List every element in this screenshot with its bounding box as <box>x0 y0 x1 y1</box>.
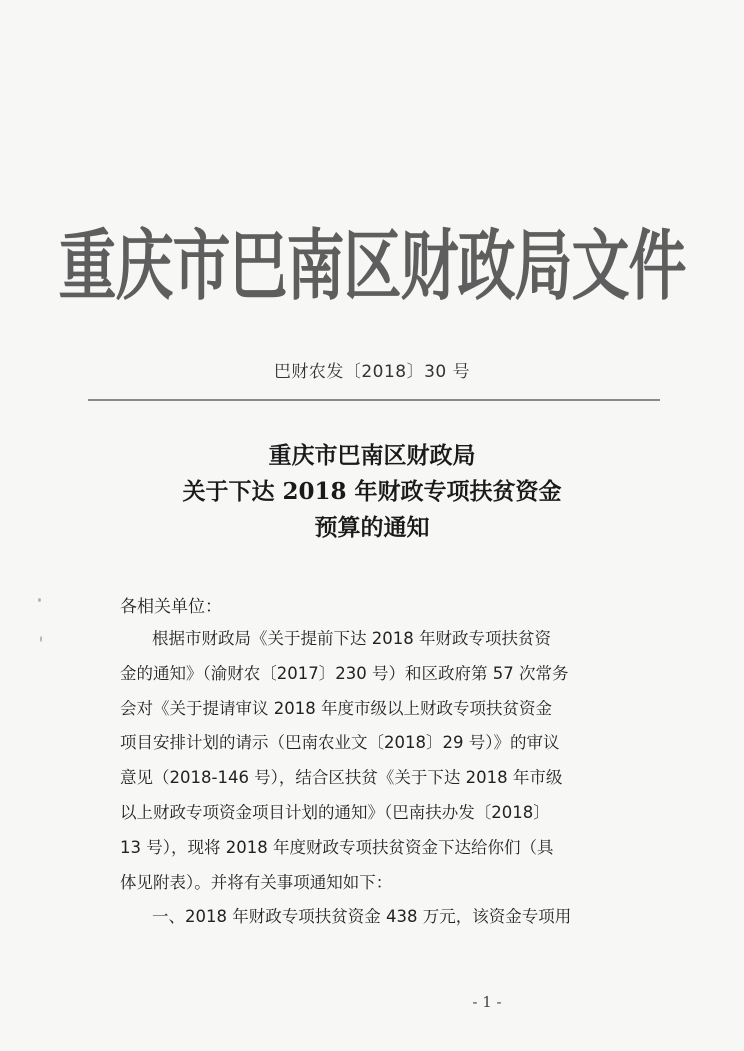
body-line: 13 号），现将 2018 年度财政专项扶贫资金下达给你们（具 <box>120 837 554 857</box>
document-number: 巴财农发〔2018〕30 号 <box>273 362 471 382</box>
scan-speck <box>38 598 41 602</box>
body-line: 项目安排计划的请示（巴南农业文〔2018〕29 号）》的审议 <box>120 733 560 753</box>
notice-title <box>0 438 744 546</box>
agency-document-header: 重庆市巴南区财政局文件 <box>58 221 686 312</box>
header-divider <box>88 399 660 401</box>
scan-speck <box>40 636 42 642</box>
body-line: 意见（2018-146 号），结合区扶贫《关于下达 2018 年市级 <box>120 768 563 788</box>
body-text <box>120 622 640 935</box>
body-line: 一、2018 年财政专项扶贫资金 438 万元，该资金专项用 <box>152 907 572 927</box>
title-line: 预算的通知 <box>314 514 430 541</box>
salutation: 各相关单位： <box>120 597 222 617</box>
title-line: 关于下达 2018 年财政专项扶贫资金 <box>182 478 562 505</box>
title-line: 重庆市巴南区财政局 <box>268 442 476 469</box>
body-line: 会对《关于提请审议 2018 年度市级以上财政专项扶贫资金 <box>120 698 552 718</box>
body-line: 体见附表）。并将有关事项通知如下： <box>120 872 393 892</box>
body-line: 根据市财政局《关于提前下达 2018 年财政专项扶贫资 <box>152 629 551 648</box>
page-number: - 1 - <box>472 993 502 1011</box>
body-line: 以上财政专项资金项目计划的通知》（巴南扶办发〔2018〕 <box>120 802 550 822</box>
body-line: 金的通知》（渝财农〔2017〕230 号）和区政府第 57 次常务 <box>120 663 569 683</box>
